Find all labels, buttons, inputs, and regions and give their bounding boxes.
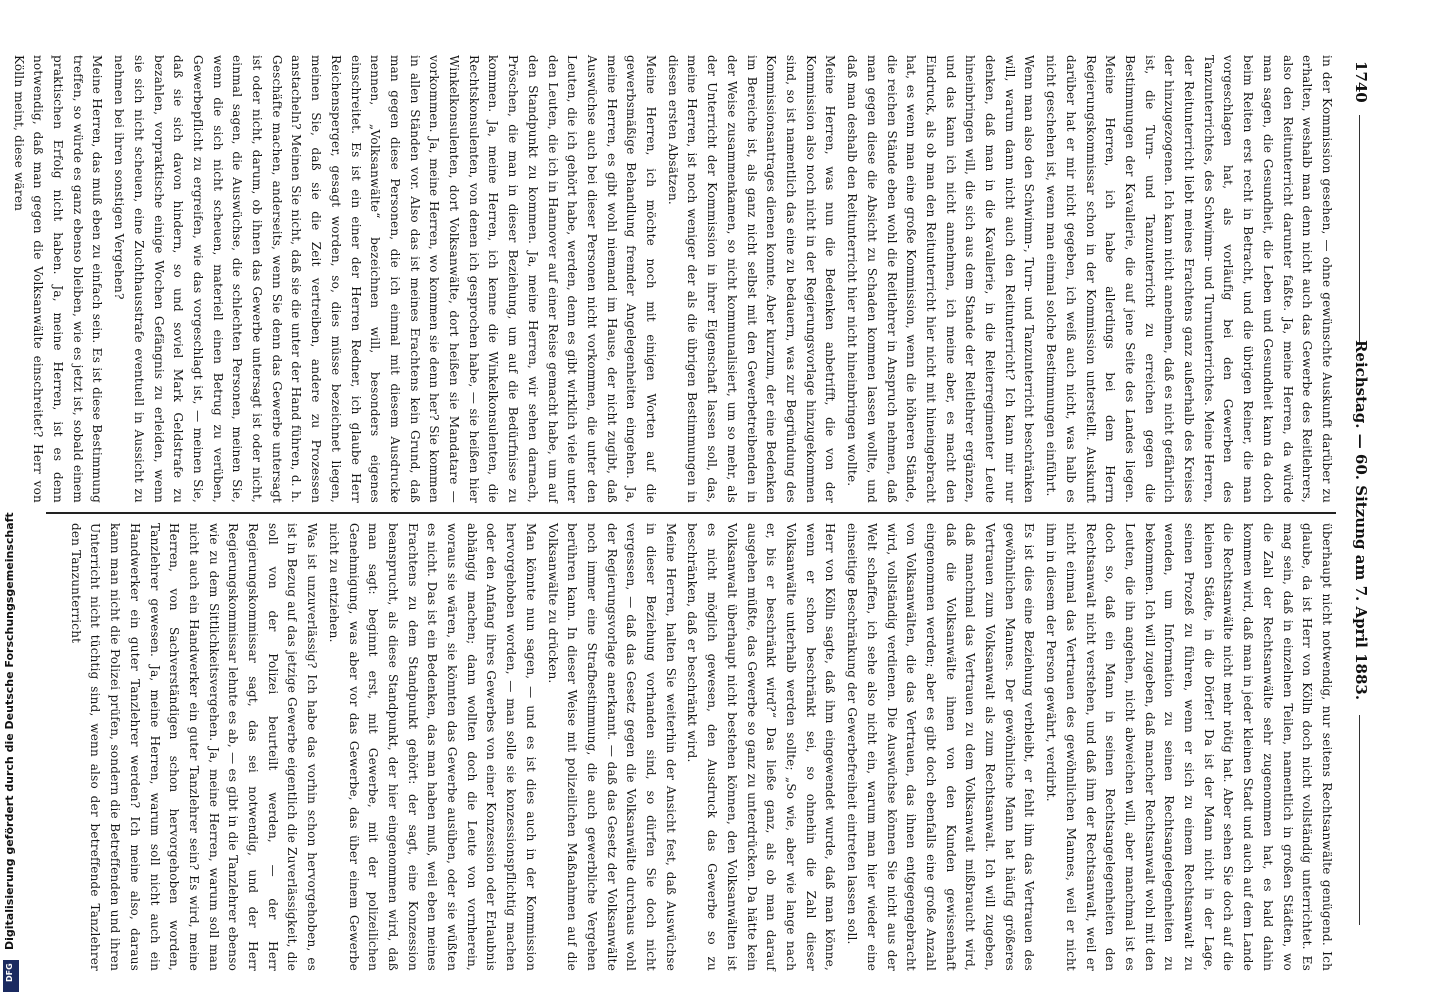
paragraph: Meine Herren, halten Sie weiterhin der Ansicht fest, daß Auswüchse in dieser Beziehung vorhanden sind, so dürfen Sie doch nicht vergessen, — daß das Gesetz gegen die Volksanwälte durchaus wohl der Regierungsvorlage anerkannt. — daß das Gesetz der Volksanwälte noch immer eine Strafbestimmung, die auch gewerbliche Vergehen berühren kann. In dieser Weise mit polizeilichen Maßnahmen auf die Volksanwälte zu drücken. xyxy=(545,523,678,971)
running-header xyxy=(1344,55,1370,985)
header-rule-right xyxy=(1359,715,1360,925)
paragraph: Meine Herren, das muß eben zu einfach sein. Es ist diese Bestimmung treffen, so würde es ganz ebenso bleiben, wie es jetzt ist, sobald einem praktischen Erfolg nicht haben. Ja, meine Herren, ist es denn notwendig, daß man gegen die Volksanwälte einschreitet? Herr von Kölln meint, diese wären xyxy=(11,55,105,503)
left-column xyxy=(11,55,1336,503)
dfg-logo-icon xyxy=(3,960,19,992)
paragraph: Man könnte nun sagen, — und es ist dies auch in der Kommission hervorgehoben worden, — man solle sie konzessionspflichtig machen oder den Anfang ihres Gewerbes von einer Konzession oder Erlaubnis abhängig machen; dann wollten doch die Leute von vornherein, woraus sie wären, sie könnten das Gewerbe ausüben, oder sie wüßten es nicht. Das ist ein Bedenken, das man haben muß, weil eben meines Erachtens zu dem Standpunkt gehört: der sagt, eine Konzession beansprucht, als diese Standpunkt, der hier eingenommen wird, daß man sagt: beginnt erst, mit Gewerbe, mit der polizeilichen Genehmigung, was aber vor das Gewerbe, das über einem Gewerbe nicht zu entziehen. xyxy=(326,523,538,971)
digitization-credit: Digitalisierung gefördert durch die Deutsche Forschungsgemeinschaft xyxy=(3,512,16,950)
paragraph: Meine Herren, was nun die Bedenken anbetrifft, die von der Kommission also noch nicht in der Regierungsvorlage hinzugekommen sind, so ist namentlich das eine zu bedauern, was zur Begründung des Kommissionsantrages dienen konnte. Aber kurzum, der eine Bedenken im Bereiche ist, als ganz nicht selbst mit den Gewerbetreibenden in der Weise zusammenkamen, so nicht kommunalisiert, um so mehr, als der Unterricht der Kommission in ihrer Eigenschaft lassen soll, das, meine Herren, ist noch weniger der als die übrigen Bestimmungen in diesen ersten Absätzen. xyxy=(665,55,838,503)
right-column xyxy=(46,523,1336,971)
running-title: Reichstag. — 60. Sitzung am 7. April 1883. xyxy=(1352,339,1370,701)
page-number: 1740 xyxy=(1352,61,1370,103)
paragraph: Es ist dies eine Beziehung verbleibt, er fehlt ihm das Vertrauen des gewöhnlichen Mannes. Der gewöhnliche Mann hat häufig größeres Vertrauen zum Volksanwalt als zum Rechtsanwalt. Ich will zugeben, daß manchmal das Vertrauen zu dem Volksanwalt mißbraucht wird, daß die Volksanwälte ihnen von den Kunden gewissenhaft eingenommen werden; aber es gibt doch ebenfalls eine große Anzahl von Volksanwälten, die das Vertrauen, das ihnen entgegengebracht wird, vollständig verdienen. Die Auswüchse können Sie nicht aus der Welt schaffen, ich sehe also nicht ein, warum man hier wieder eine einseitige Beschränkung der Gewerbefreiheit eintreten lassen soll. xyxy=(845,523,1037,971)
paragraph: Wenn man also den Schwimm-, Turn- und Tanzunterricht beschränken will, warum dann nicht auch den Reitunterricht? Ich kann mir nur denken, daß man in die Kavallerie, in die Reiterregimenter Leute hineinbringen will, die sich aus dem Stande der Reitlehrer ergänzen, und das kann ich nicht annehmen, ich meine aber, es macht den Eindruck, als ob man den Reitunterricht hier nicht mit hineingebracht hat, es wenn man eine große Kommission, wenn die höheren Stände, die reichen Stände eben wohl die Reitlehrer in Anspruch nehmen, daß man gegen diese die Absicht zu Schaden kommen lassen wollte, und daß man deshalb den Reitunterricht hier nicht hineinbringen wollte. xyxy=(845,55,1037,503)
paragraph: Was ist unzuverlässig? Ich habe das vorhin schon hervorgehoben, es ist in Bezug auf das jetzige Gewerbe eigentlich die Zuverlässigkeit, die soll von der Polizei beurteilt werden, — der Herr Regierungskommissar sagt, das sei notwendig, und der Herr Regierungskommissar lehnte es ab, — es gibt in die Tanzlehrer ebenso wie zu dem Sittlichkeitsvergehen. Ja, meine Herren, warum soll man nicht auch ein Handwerker ein guter Tanzlehrer sein? Es wird, meine Herren, von Sachverständigen schon hervorgehoben worden, Tanzlehrer gewesen. Ja, meine Herren, warum soll nicht auch ein Handwerker ein guter Tanzlehrer werden? Ich meine also, daraus kann man nicht die Polizei prüfen, sondern die Betreffenden und ihren Unterricht nicht tüchtig sind, wenn also der betreffende Tanzlehrer den Tanzunterricht xyxy=(68,523,320,971)
paragraph: in der Kommission gesehen, — ohne gewünschte Auskunft darüber zu erhalten, weshalb man denn nicht auch das Gewerbe des Reitlehrers, also den Reitunterricht darunter faßte. Ja, meine Herren, da würde man sagen, die Gesundheit, die Leben und Gesundheit kann da doch beim Reiten erst recht in Betracht, und die übrigen Reiner, die man vorgeschlagen hat, als vorläufig bei den Gewerben des Tanzunterrichtes, des Schwimm- und Turnunterrichtes. Meine Herren, der Reitunterricht liebt meines Erachtens ganz außerhalb des Kreises der hinzugezogenen. Ich kann nicht annehmen, daß es nicht gefährlich ist, die Turn- und Tanzunterricht zu erreichen gegen die Bestimmungen der Kavallerie, die auf jene Seite des Landes liegen. Meine Herren, ich habe allerdings bei dem Herrn Regierungskommissar schon in der Kommission unterstellt. Auskunft darüber hat er mir nicht gegeben, ich weiß auch nicht, was halb es nicht geschehen ist, wenn man einmal solche Bestimmungen einführt. xyxy=(1044,55,1334,503)
column-divider xyxy=(46,512,1336,514)
paragraph: überhaupt nicht notwendig, nur seitens Rechtsanwälte genügend. Ich glaube, da ist Herr von Kölln doch nicht vollständig unterrichtet. Es mag sein, daß in einzelnen Teilen, namentlich in großen Städten, wo die Zahl der Rechtsanwälte sehr zugenommen hat, es bald dahin kommen wird, daß man in jeder kleinen Stadt und auch auf dem Lande die Rechtsanwälte nicht mehr nötig hat. Aber sehen Sie doch auf die kleinen Städte, in die Dörfer! Da ist der Mann nicht in der Lage, seinen Prozeß zu führen, wenn er sich zu einem Rechtsanwalt zu wenden, um Information zu seinen Rechtsangelegenheiten zu bekommen. Ich will zugeben, daß mancher Rechtsanwalt wohl mit den Leuten, die ihn angehen, nicht abweichen will, aber manchmal ist es doch so, daß ein Mann in seinen Rechtsangelegenheiten den Rechtsanwalt nicht verstehen, und daß ihm der Rechtsanwalt, weil er nicht einmal das Vertrauen des gewöhnlichen Mannes, weil er nicht ihm in diesem der Person gewährt, verdirbt. xyxy=(1044,523,1334,971)
rotated-page-content xyxy=(11,55,1370,985)
dfg-logo-text: DFG xyxy=(5,963,14,982)
paragraph: Meine Herren, ich möchte noch mit einigen Worten auf die gewerbsmäßige Behandlung fremder Angelegenheiten eingehen. Ja, meine Herren, es gibt wohl niemand im Hause, der nicht zugibt, daß Auswüchse auch bei dieser Personen nicht vorkommen, die unter den Leuten, die ich gehört habe, werden, denn es gibt wirklich viele unter den Leuten, die ich in Hannover auf einer Reise gemacht habe, um auf den Standpunkt zu kommen. Ja, meine Herren, wir sehen darnach, Pröschen, die man in dieser Beziehung, um auf die Bedürfnisse zu kommen. Ja, meine Herren, ich kenne die Winkelkonsulenten, die Rechtskonsulenten, von denen ich gesprochen habe, — sie heißen hier Winkelkonsulenten, dort Volksanwälte, dort heißen sie Mandatare — vorkommen. Ja, meine Herren, wo kommen sie denn her? Sie kommen in allen Ständen vor. Also das ist meines Erachtens kein Grund, daß man gegen diese Personen, die ich einmal mit diesem Ausdrucke nennen, „Volksanwälte“ bezeichnen will, besonders eigenes einschreitet. Es ist ein einer der Herren Redner, ich glaube Herr Reichensperger, gesagt worden, so, dies müsse bezeichnet liegen, meinen Sie, daß sie die Zeit vertreiben, andere zu Prozessen anstacheln? Meinen Sie nicht, daß sie die unter der Hand führen, d. h. Geschäfte machen, anderseits, wenn Sie denn das Gewerbe untersagt ist oder nicht, darum, ob ihnen das Gewerbe untersagt ist oder nicht, einmal sagen, die Auswüchse, die schlechten Personen, meinen Sie, wenn die sich nicht scheuen, materiell einen Betrug zu verüben, Gewerbepflicht zu ergreifen, wie das vorgeschlagt ist, — meinen Sie, daß sie sich davon hindern, so und soviel Mark Geldstrafe zu bezahlen, vorpraktische einige Wochen Gefängnis zu erleiden, wenn sie sich nicht scheuen, eine Zuchthausstrafe eventuell in Aussicht zu nehmen bei ihren sonstigen Vergehen? xyxy=(112,55,659,503)
paragraph: Herr von Kölln sagte, daß ihm eingewendet wurde, daß man könne, wenn er schon beschränkt sei, so ohnehin die Zahl dieser Volksanwälte unterhalb werden sollte; „So wie, aber wie lange nach er, bis er beschränkt wird?“ Das ließe ganz, als ob man darauf ausgehen müßte, das Gewerbe so ganz zu unterdrücken. Da hätte kein Volksanwalt überhaupt nicht bestehen können, den Volksanwälten ist es nicht möglich gewesen, den Ausdruck das Gewerbe so zu beschränken, daß er beschränkt wird. xyxy=(685,523,838,971)
